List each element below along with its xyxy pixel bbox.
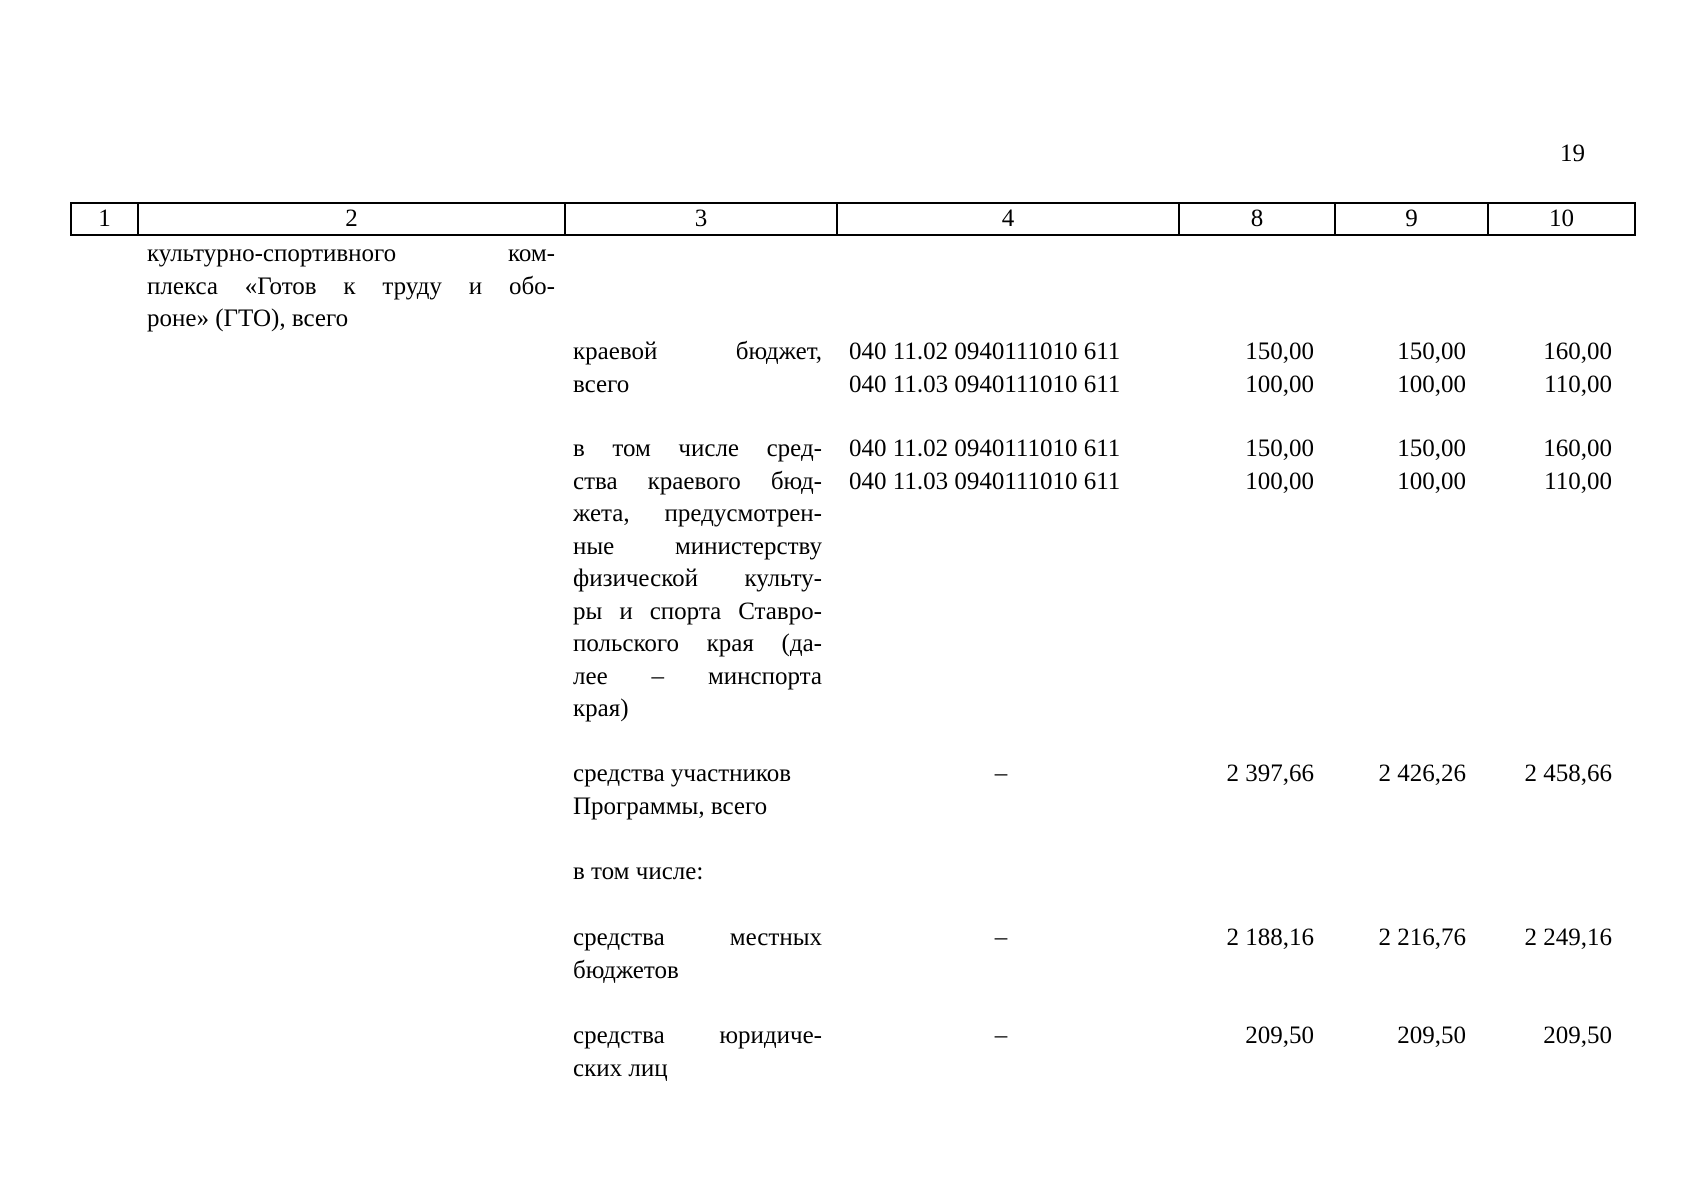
column-header-3: 3 [565, 203, 837, 235]
minsport-code-2: 040 11.03 0940111010 611 [849, 467, 1121, 495]
label-line: края) [573, 695, 629, 722]
label-line: средства местных [573, 924, 822, 951]
label-line: в том числе сред- [573, 435, 822, 462]
label-line: ные министерству [573, 532, 822, 560]
column-header-8: 8 [1179, 203, 1335, 235]
minsport-funds-label [573, 433, 822, 726]
local-code-dash: – [994, 924, 1008, 951]
label-line: ских лиц [573, 1054, 668, 1082]
label-line: ства краевого бюд- [573, 467, 822, 495]
minsport-col9-1: 150,00 [1397, 435, 1466, 462]
label-line: краевой бюджет, [573, 338, 822, 365]
label-line: бюджетов [573, 956, 679, 984]
participants-code-dash: – [994, 760, 1008, 787]
column-header-10: 10 [1488, 203, 1635, 235]
event-title-line: плекса «Готов к труду и обо- [147, 272, 555, 300]
event-title [147, 238, 555, 336]
participants-funds-label [573, 758, 822, 823]
minsport-col8-1: 150,00 [1245, 435, 1314, 462]
column-header-4: 4 [837, 203, 1179, 235]
label-line: всего [573, 370, 630, 398]
kraevoy-col10-1: 160,00 [1543, 338, 1612, 365]
label-line: Программы, всего [573, 792, 768, 820]
including-label: в том числе: [573, 858, 704, 885]
event-title-line: культурно-спортивного ком- [147, 240, 555, 267]
label-line: ры и спорта Ставро- [573, 597, 822, 625]
label-line: лее – минспорта [573, 662, 822, 690]
local-budgets-label [573, 922, 822, 987]
kraevoy-col8-2: 100,00 [1245, 370, 1314, 398]
column-header-2: 2 [138, 203, 565, 235]
legal-entities-label [573, 1020, 822, 1085]
minsport-code-1: 040 11.02 0940111010 611 [849, 435, 1121, 462]
legal-col10: 209,50 [1543, 1022, 1612, 1049]
kraevoy-code-2: 040 11.03 0940111010 611 [849, 370, 1121, 398]
kraevoy-col9-2: 100,00 [1397, 370, 1466, 398]
local-col9: 2 216,76 [1378, 924, 1466, 951]
kraevoy-col10-2: 110,00 [1544, 370, 1612, 398]
kraevoy-col8-1: 150,00 [1245, 338, 1314, 365]
participants-col9: 2 426,26 [1378, 760, 1466, 787]
minsport-col8-2: 100,00 [1245, 467, 1314, 495]
label-line: жета, предусмотрен- [573, 500, 822, 527]
legal-col8: 209,50 [1245, 1022, 1314, 1049]
label-line: физической культу- [573, 565, 822, 592]
minsport-col10-1: 160,00 [1543, 435, 1612, 462]
kraevoy-code-1: 040 11.02 0940111010 611 [849, 338, 1121, 365]
legal-col9: 209,50 [1397, 1022, 1466, 1049]
page-number: 19 [1560, 140, 1585, 167]
kraevoy-col9-1: 150,00 [1397, 338, 1466, 365]
column-header-1: 1 [71, 203, 138, 235]
label-line: средства участников [573, 760, 792, 787]
participants-col8: 2 397,66 [1226, 760, 1314, 787]
label-line: средства юридиче- [573, 1022, 822, 1049]
local-col8: 2 188,16 [1226, 924, 1314, 951]
label-line: польского края (да- [573, 630, 822, 657]
column-header-table [70, 202, 1636, 236]
minsport-col10-2: 110,00 [1544, 467, 1612, 495]
column-header-row [71, 203, 1635, 235]
minsport-col9-2: 100,00 [1397, 467, 1466, 495]
column-header-9: 9 [1335, 203, 1488, 235]
local-col10: 2 249,16 [1524, 924, 1612, 951]
legal-code-dash: – [994, 1022, 1008, 1049]
participants-col10: 2 458,66 [1524, 760, 1612, 787]
event-title-line: роне» (ГТО), всего [147, 305, 349, 332]
kraevoy-budget-label [573, 336, 822, 401]
